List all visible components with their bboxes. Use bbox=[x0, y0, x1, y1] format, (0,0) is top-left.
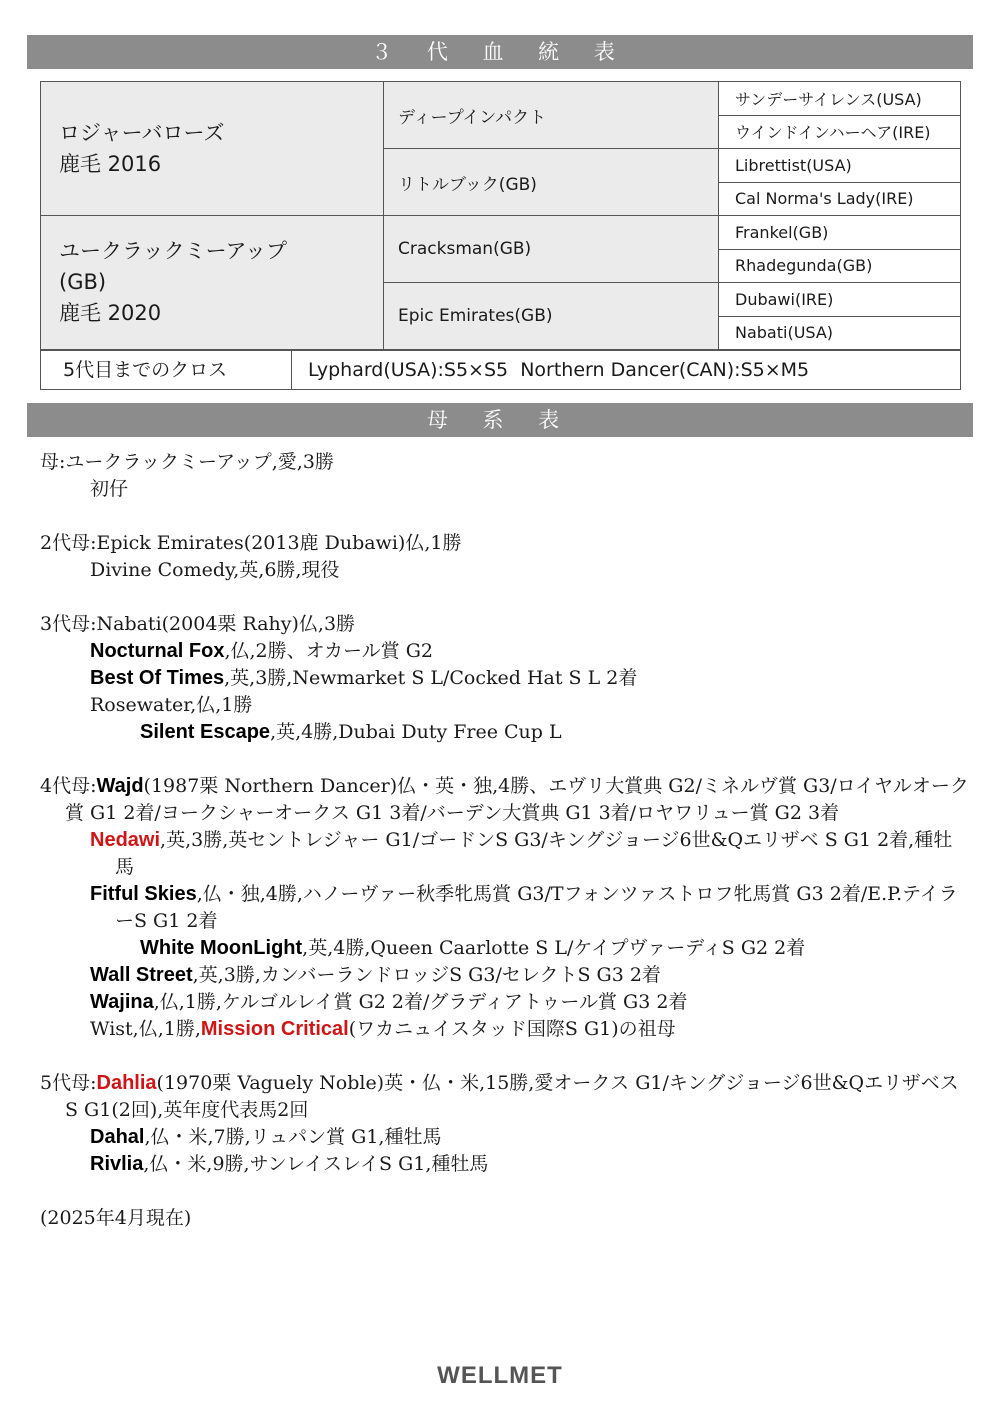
dam4-offspring-3 bbox=[40, 962, 970, 989]
dam5-record: (1970栗 Vaguely Noble)英・仏・米,15勝,愛オークス G1/キングジョージ6世&QエリザベスS G1(2回),英年度代表馬2回 bbox=[65, 1072, 959, 1121]
offspring-record: ,英,4勝,Queen Caarlotte S L/ケイプヴァーディS G2 2着 bbox=[302, 937, 806, 959]
offspring-name: Mission Critical bbox=[200, 1018, 349, 1040]
sire-dam-dam-cell: Cal Norma's Lady(IRE) bbox=[719, 182, 961, 216]
wellmet-logo: WELLMET bbox=[437, 1362, 563, 1389]
offspring-record: ,英,3勝,英セントレジャー G1/ゴードンS G3/キングジョージ6世&Qエリザベ S G1 2着,種牡馬 bbox=[115, 829, 953, 878]
dam5-line bbox=[40, 1070, 970, 1124]
dam3-offspring-2 bbox=[40, 665, 970, 692]
offspring-name: Fitful Skies bbox=[90, 883, 197, 905]
dam2-line: 2代母:Epick Emirates(2013鹿 Dubawi)仏,1勝 bbox=[40, 532, 462, 554]
offspring-name: White MoonLight bbox=[140, 937, 303, 959]
family-table bbox=[40, 449, 970, 1232]
offspring-name: Rivlia bbox=[90, 1153, 144, 1175]
offspring-record: ,英,3勝,Newmarket S L/Cocked Hat S L 2着 bbox=[224, 667, 638, 689]
offspring-record: ,仏,2勝、オカール賞 G2 bbox=[224, 640, 433, 662]
dam-cell bbox=[41, 216, 384, 350]
dam3-offspring-3: Rosewater,仏,1勝 bbox=[90, 694, 253, 716]
sire-cell bbox=[41, 82, 384, 216]
offspring-name: Wajina bbox=[90, 991, 154, 1013]
sire-sire-cell: ディープインパクト bbox=[384, 82, 719, 149]
inbreeding-cross-row bbox=[40, 350, 961, 390]
dam-sire-cell: Cracksman(GB) bbox=[384, 216, 719, 283]
offspring-record: ,仏,1勝,ケルゴルレイ賞 G2 2着/グラディアトゥール賞 G3 2着 bbox=[153, 991, 688, 1013]
dam5-prefix: 5代母: bbox=[40, 1072, 97, 1094]
dam-dam-sire-cell: Dubawi(IRE) bbox=[719, 283, 961, 317]
dam4-name: Wajd bbox=[96, 775, 144, 797]
dam4-offspring-1 bbox=[40, 827, 970, 881]
dam-name: ユークラックミーアップ bbox=[59, 239, 288, 263]
dam-detail: 鹿毛 2020 bbox=[59, 301, 162, 325]
dam4-offspring-2 bbox=[40, 881, 970, 935]
offspring-name: Nocturnal Fox bbox=[90, 640, 225, 662]
dam2-offspring: Divine Comedy,英,6勝,現役 bbox=[90, 559, 340, 581]
offspring-name: Best Of Times bbox=[90, 667, 225, 689]
dam-offspring: 初仔 bbox=[90, 478, 129, 500]
sire-sire-sire-cell: サンデーサイレンス(USA) bbox=[719, 82, 961, 116]
sire-detail: 鹿毛 2016 bbox=[59, 151, 162, 176]
offspring-record: (ワカニュイスタッド国際S G1)の祖母 bbox=[348, 1018, 676, 1040]
offspring-record: ,仏・独,4勝,ハノーヴァー秋季牝馬賞 G3/Tフォンツァストロフ牝馬賞 G3 2着/E.P.テイラーS G1 2着 bbox=[115, 883, 958, 932]
dam5-name: Dahlia bbox=[96, 1072, 157, 1094]
dam-sire-sire-cell: Frankel(GB) bbox=[719, 216, 961, 250]
date-note: (2025年4月現在) bbox=[40, 1207, 192, 1229]
offspring-record: ,仏・米,7勝,リュパン賞 G1,種牡馬 bbox=[144, 1126, 442, 1148]
dam3-line: 3代母:Nabati(2004栗 Rahy)仏,3勝 bbox=[40, 613, 356, 635]
dam-name-origin: (GB) bbox=[59, 270, 107, 294]
pedigree-title-bar bbox=[27, 35, 973, 69]
dam-dam-dam-cell: Nabati(USA) bbox=[719, 316, 961, 350]
dam4-prefix: 4代母: bbox=[40, 775, 97, 797]
offspring-name: Nedawi bbox=[90, 829, 161, 851]
sire-dam-cell: リトルブック(GB) bbox=[384, 149, 719, 216]
offspring-record: ,英,3勝,カンバーランドロッジS G3/セレクトS G3 2着 bbox=[192, 964, 661, 986]
dam-dam-cell: Epic Emirates(GB) bbox=[384, 283, 719, 350]
sire-dam-sire-cell: Librettist(USA) bbox=[719, 149, 961, 183]
dam-sire-dam-cell: Rhadegunda(GB) bbox=[719, 249, 961, 283]
offspring-record: ,英,4勝,Dubai Duty Free Cup L bbox=[270, 721, 562, 743]
pedigree-title: ３ 代 血 統 表 bbox=[371, 40, 629, 64]
dam-line: 母:ユークラックミーアップ,愛,3勝 bbox=[40, 451, 334, 473]
sire-sire-dam-cell: ウインドインハーヘア(IRE) bbox=[719, 115, 961, 149]
dam4-offspring-4 bbox=[40, 989, 970, 1016]
offspring-name: Silent Escape bbox=[140, 721, 271, 743]
dam3-grand-offspring bbox=[40, 719, 970, 746]
offspring-name: Wall Street bbox=[90, 964, 193, 986]
dam5-offspring-2 bbox=[40, 1151, 970, 1178]
dam4-offspring-5 bbox=[40, 1016, 970, 1043]
sire-name: ロジャーバローズ bbox=[59, 120, 225, 145]
offspring-record: ,仏・米,9勝,サンレイスレイS G1,種牡馬 bbox=[143, 1153, 489, 1175]
family-title: 母 系 表 bbox=[426, 408, 574, 432]
dam5-offspring-1 bbox=[40, 1124, 970, 1151]
dam4-record: (1987栗 Northern Dancer)仏・英・独,4勝、エヴリ大賞典 G2/ミネルヴ賞 G3/ロイヤルオーク賞 G1 2着/ヨークシャーオークス G1 3着/バーデン大賞典 G1 3着/ロヤワリュー賞 G2 3着 bbox=[65, 775, 969, 824]
dam4-grand-offspring bbox=[40, 935, 970, 962]
cross-label: 5代目までのクロス bbox=[41, 351, 292, 389]
dam4-line bbox=[40, 773, 970, 827]
family-title-bar bbox=[27, 403, 973, 437]
dam3-offspring-1 bbox=[40, 638, 970, 665]
offspring-record: Wist,仏,1勝, bbox=[90, 1018, 201, 1040]
cross-value: Lyphard(USA):S5×S5 Northern Dancer(CAN):S5×M5 bbox=[308, 359, 810, 381]
offspring-name: Dahal bbox=[90, 1126, 145, 1148]
pedigree-table bbox=[40, 81, 961, 350]
